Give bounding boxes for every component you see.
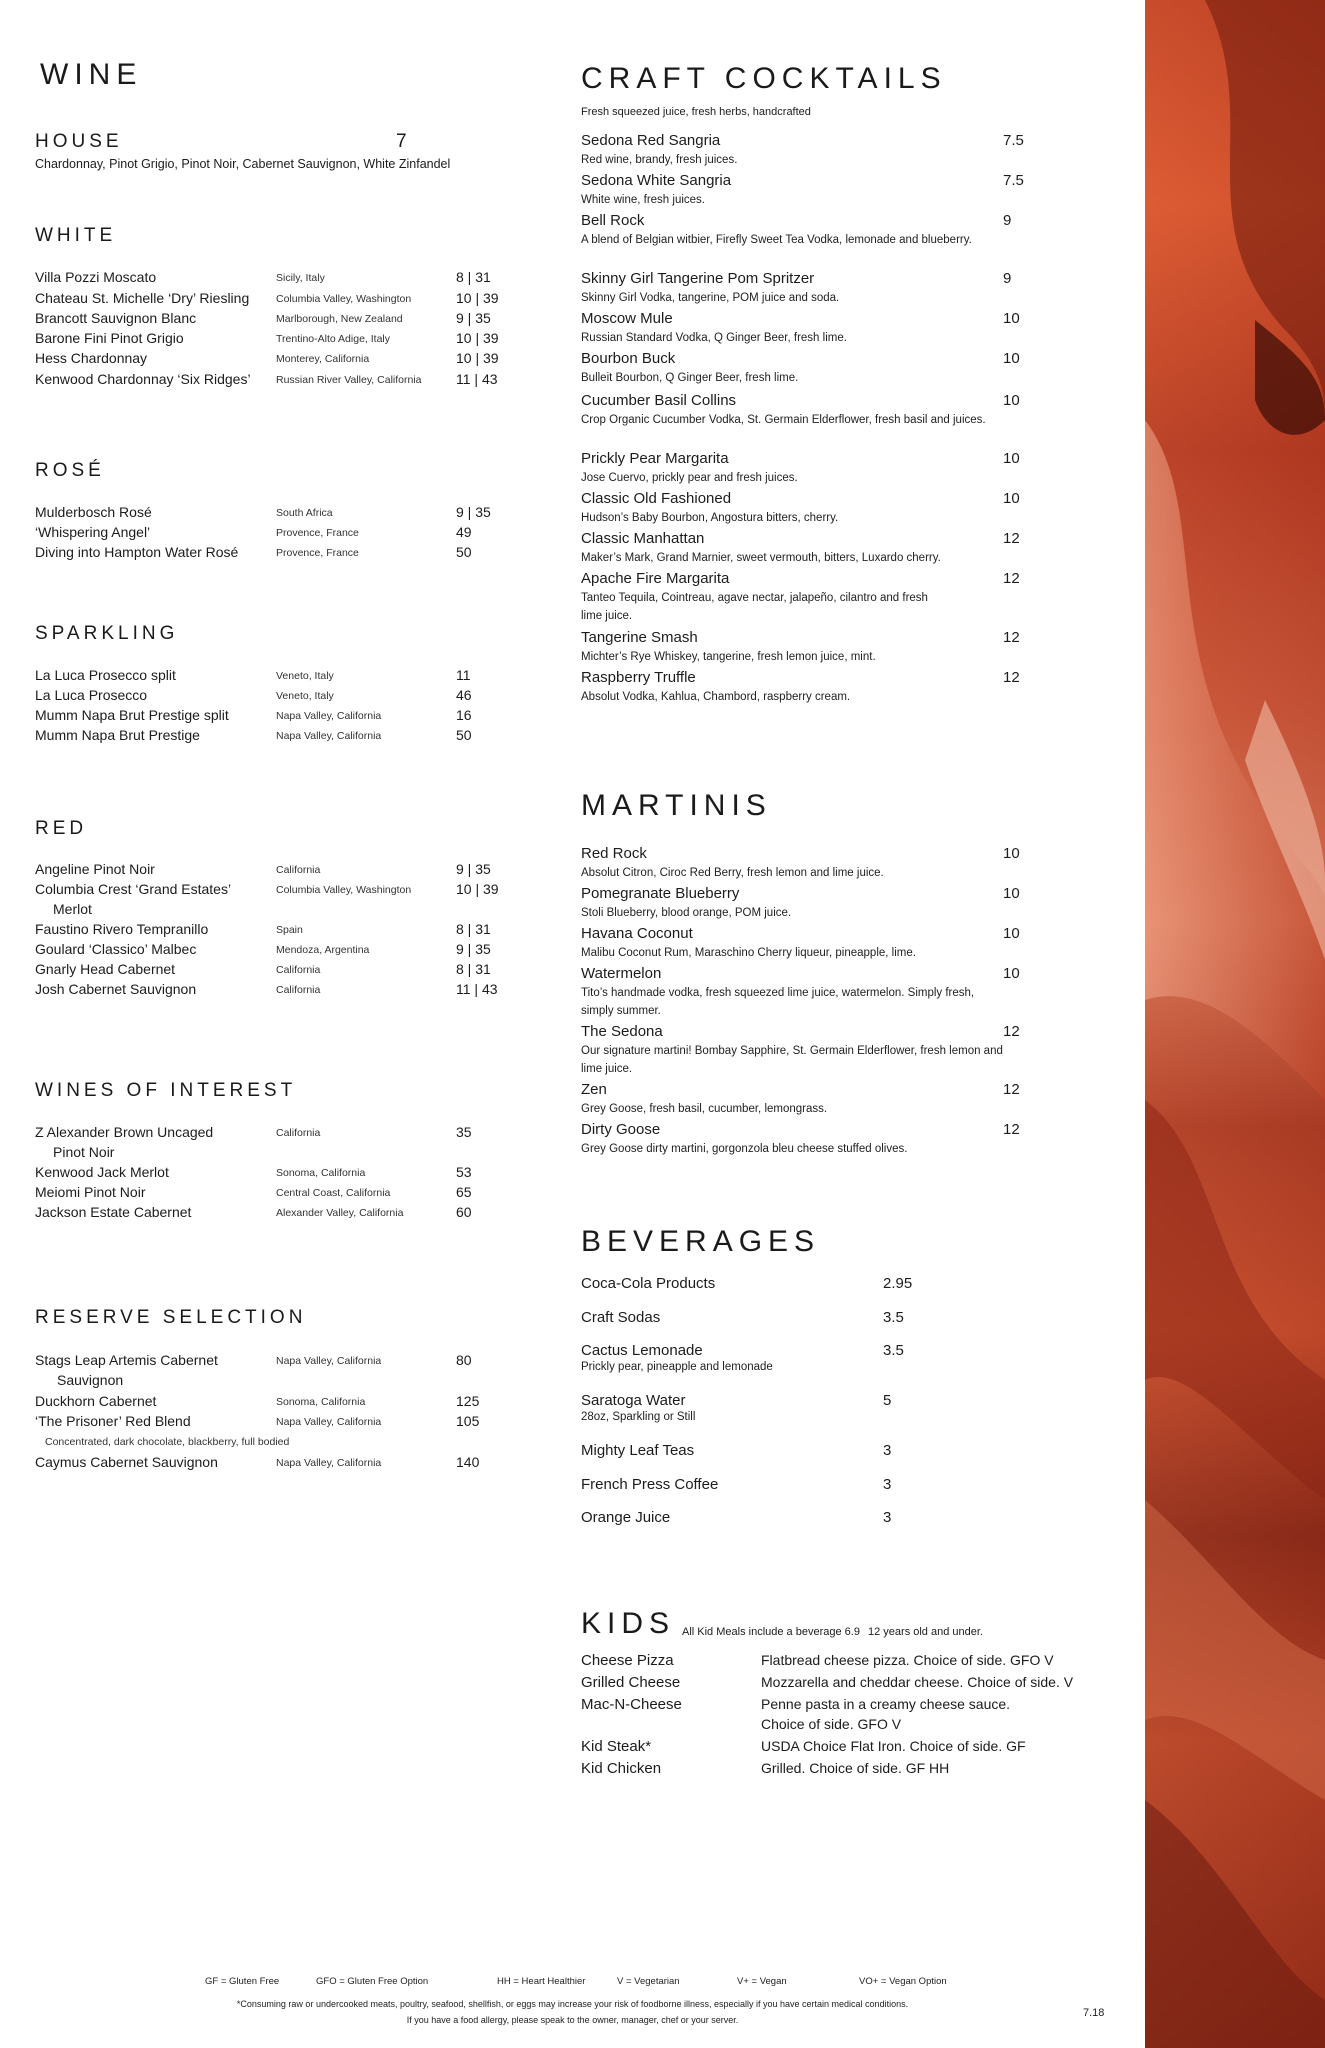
kids-item-name: Kid Chicken (581, 1760, 662, 1777)
cocktail-price: 7.5 (1003, 172, 1024, 189)
cocktail-name: Bourbon Buck (581, 350, 676, 367)
wine-region: Mendoza, Argentina (276, 944, 370, 956)
cocktail-description: Skinny Girl Vodka, tangerine, POM juice and soda. (581, 292, 840, 304)
cocktail-description: Russian Standard Vodka, Q Ginger Beer, fresh lime. (581, 332, 847, 344)
beverage-price: 3.5 (883, 1309, 904, 1326)
cocktail-description: Michter’s Rye Whiskey, tangerine, fresh lemon juice, mint. (581, 651, 876, 663)
wine-item (35, 921, 555, 941)
martinis-title: MARTINIS (581, 789, 772, 822)
craft-cocktails-subtitle: Fresh squeezed juice, fresh herbs, handcrafted (581, 106, 811, 118)
beverage-name: Orange Juice (581, 1509, 671, 1526)
martini-name: Pomegranate Blueberry (581, 885, 740, 902)
wine-region: Napa Valley, California (276, 1355, 382, 1367)
beverage-name: Craft Sodas (581, 1309, 661, 1326)
wine-price: 11 | 43 (456, 981, 498, 997)
kids-item-name: Cheese Pizza (581, 1652, 674, 1669)
wine-name: Mumm Napa Brut Prestige (35, 727, 200, 743)
wine-item (35, 881, 555, 901)
wine-region: Veneto, Italy (276, 670, 334, 682)
wine-name: La Luca Prosecco split (35, 667, 176, 683)
legend-item: V = Vegetarian (617, 1976, 680, 1987)
kids-item (581, 1696, 1141, 1732)
wine-region: South Africa (276, 507, 333, 519)
martini-price: 12 (1003, 1023, 1020, 1040)
wine-price: 53 (456, 1164, 472, 1180)
kids-item (581, 1674, 1141, 1696)
wine-price: 8 | 31 (456, 961, 491, 977)
kids-item-name: Kid Steak* (581, 1738, 652, 1755)
wine-region: Napa Valley, California (276, 1416, 382, 1428)
cocktail-price: 10 (1003, 392, 1020, 409)
wines-of-interest-heading: WINES OF INTEREST (35, 1080, 297, 1101)
martini-price: 10 (1003, 925, 1020, 942)
cocktail-name: Raspberry Truffle (581, 669, 696, 686)
beverage-description: Prickly pear, pineapple and lemonade (581, 1361, 773, 1373)
beverage-name: Saratoga Water (581, 1392, 686, 1409)
legend-item: V+ = Vegan (737, 1976, 787, 1987)
beverage-name: Coca-Cola Products (581, 1275, 716, 1292)
cocktail-description: White wine, fresh juices. (581, 194, 705, 206)
wine-item (35, 1352, 555, 1372)
wine-region: Napa Valley, California (276, 730, 382, 742)
martini-name: Zen (581, 1081, 607, 1098)
cocktail-name: Classic Manhattan (581, 530, 705, 547)
wine-price: 10 | 39 (456, 881, 499, 897)
beverage-price: 3 (883, 1442, 892, 1459)
wine-price: 10 | 39 (456, 330, 499, 346)
wine-region: Trentino-Alto Adige, Italy (276, 333, 391, 345)
white-heading: WHITE (35, 225, 117, 246)
wine-name: Chateau St. Michelle ‘Dry’ Riesling (35, 290, 250, 306)
wine-region: Napa Valley, California (276, 1457, 382, 1469)
wine-name-continued: Pinot Noir (53, 1144, 115, 1160)
martini-price: 10 (1003, 885, 1020, 902)
legend-item: GFO = Gluten Free Option (316, 1976, 429, 1987)
wine-item (35, 290, 555, 310)
wine-region: Sonoma, California (276, 1396, 366, 1408)
kids-item-description: Penne pasta in a creamy cheese sauce. (761, 1696, 1011, 1712)
wine-item (35, 544, 555, 564)
wine-region: Alexander Valley, California (276, 1207, 404, 1219)
wine-item (35, 350, 555, 370)
canyon-photo (1145, 0, 1325, 2048)
wine-name: Barone Fini Pinot Grigio (35, 330, 184, 346)
wine-name: Kenwood Jack Merlot (35, 1164, 169, 1180)
martini-price: 12 (1003, 1081, 1020, 1098)
wine-region: Russian River Valley, California (276, 374, 422, 386)
wine-item (35, 1413, 555, 1433)
cocktail-description: A blend of Belgian witbier, Firefly Sweet Tea Vodka, lemonade and blueberry. (581, 234, 972, 246)
legend-item: HH = Heart Healthier (497, 1976, 586, 1987)
menu-version: 7.18 (1083, 2007, 1105, 2019)
kids-item-description: Grilled. Choice of side. GF HH (761, 1760, 950, 1776)
wine-item (35, 941, 555, 961)
martini-price: 12 (1003, 1121, 1020, 1138)
canyon-photo-graphic (1145, 0, 1325, 2048)
beverage-price: 2.95 (883, 1275, 913, 1292)
martini-name: Havana Coconut (581, 925, 693, 942)
wine-item (35, 961, 555, 981)
wine-item (35, 1184, 555, 1204)
cocktail-description: Hudson’s Baby Bourbon, Angostura bitters, cherry. (581, 512, 839, 524)
wine-item (35, 707, 555, 727)
wine-name-continued: Sauvignon (57, 1372, 124, 1388)
wine-region: Central Coast, California (276, 1187, 391, 1199)
martini-description: Our signature martini! Bombay Sapphire, St. Germain Elderflower, fresh lemon and lime juice. (581, 1045, 1003, 1075)
house-heading: HOUSE (35, 131, 123, 152)
wine-item (35, 371, 555, 391)
wine-name: ‘Whispering Angel’ (35, 524, 151, 540)
wine-region: Provence, France (276, 527, 359, 539)
cocktail-price: 10 (1003, 450, 1020, 467)
cocktail-price: 10 (1003, 490, 1020, 507)
sparkling-heading: SPARKLING (35, 623, 179, 644)
wine-item (35, 330, 555, 350)
wine-price: 50 (456, 727, 472, 743)
wine-tasting-note: Concentrated, dark chocolate, blackberry, full bodied (45, 1436, 290, 1448)
wine-name: La Luca Prosecco (35, 687, 148, 703)
cocktail-name: Bell Rock (581, 212, 645, 229)
wine-name: Mulderbosch Rosé (35, 504, 152, 520)
wine-item (35, 524, 555, 544)
wine-name: Hess Chardonnay (35, 350, 148, 366)
wine-price: 65 (456, 1184, 472, 1200)
beverage-name: Cactus Lemonade (581, 1342, 703, 1359)
wine-price: 8 | 31 (456, 269, 491, 285)
wine-item (35, 1164, 555, 1184)
beverage-description: 28oz, Sparkling or Still (581, 1411, 696, 1423)
cocktail-name: Prickly Pear Margarita (581, 450, 729, 467)
kids-item-description: USDA Choice Flat Iron. Choice of side. GF (761, 1738, 1026, 1754)
wine-name: Gnarly Head Cabernet (35, 961, 176, 977)
beverage-price: 3 (883, 1509, 892, 1526)
cocktail-price: 12 (1003, 629, 1020, 646)
cocktail-description: Maker’s Mark, Grand Marnier, sweet vermouth, bitters, Luxardo cherry. (581, 552, 941, 564)
craft-cocktails-title: CRAFT COCKTAILS (581, 62, 947, 95)
kids-item (581, 1652, 1141, 1674)
kids-item-description-continued: Choice of side. GFO V (761, 1716, 902, 1732)
kids-item-name: Mac-N-Cheese (581, 1696, 682, 1713)
wine-name: Stags Leap Artemis Cabernet (35, 1352, 218, 1368)
martini-name: Dirty Goose (581, 1121, 661, 1138)
martini-description: Absolut Citron, Ciroc Red Berry, fresh lemon and lime juice. (581, 867, 884, 879)
cocktail-description: Absolut Vodka, Kahlua, Chambord, raspberry cream. (581, 691, 851, 703)
wine-price: 9 | 35 (456, 861, 491, 877)
martini-description: Malibu Coconut Rum, Maraschino Cherry liqueur, pineapple, lime. (581, 947, 916, 959)
cocktail-price: 9 (1003, 270, 1012, 287)
wine-region: California (276, 984, 321, 996)
wine-name: Diving into Hampton Water Rosé (35, 544, 239, 560)
wine-price: 16 (456, 707, 472, 723)
wine-price: 49 (456, 524, 472, 540)
wine-region: Napa Valley, California (276, 710, 382, 722)
wine-name: Columbia Crest ‘Grand Estates’ (35, 881, 232, 897)
cocktail-name: Sedona Red Sangria (581, 132, 721, 149)
wine-item (35, 310, 555, 330)
wine-item (35, 1124, 555, 1144)
reserve-selection-heading: RESERVE SELECTION (35, 1307, 307, 1328)
cocktail-price: 10 (1003, 310, 1020, 327)
legend-item: GF = Gluten Free (205, 1976, 280, 1987)
martini-name: Red Rock (581, 845, 647, 862)
wine-price: 8 | 31 (456, 921, 491, 937)
beverage-price: 5 (883, 1392, 892, 1409)
red-heading: RED (35, 818, 88, 839)
wine-name: Z Alexander Brown Uncaged (35, 1124, 214, 1140)
beverage-price: 3.5 (883, 1342, 904, 1359)
beverage-price: 3 (883, 1476, 892, 1493)
wine-item (35, 667, 555, 687)
legend-item: VO+ = Vegan Option (859, 1976, 947, 1987)
wine-price: 9 | 35 (456, 941, 491, 957)
wine-region: California (276, 864, 321, 876)
wine-region: Columbia Valley, Washington (276, 884, 412, 896)
cocktail-name: Cucumber Basil Collins (581, 392, 737, 409)
cocktail-price: 9 (1003, 212, 1012, 229)
wine-region: Marlborough, New Zealand (276, 313, 403, 325)
wine-item (35, 981, 555, 1001)
cocktail-price: 10 (1003, 350, 1020, 367)
wine-item (35, 1454, 555, 1474)
wine-item (35, 727, 555, 747)
wine-region: California (276, 1127, 321, 1139)
wine-price: 80 (456, 1352, 472, 1368)
cocktail-description: Jose Cuervo, prickly pear and fresh juices. (581, 472, 798, 484)
wine-price: 9 | 35 (456, 310, 491, 326)
wine-price: 46 (456, 687, 472, 703)
wine-price: 105 (456, 1413, 480, 1429)
cocktail-description: Crop Organic Cucumber Vodka, St. Germain Elderflower, fresh basil and juices. (581, 414, 986, 426)
martini-description: Grey Goose, fresh basil, cucumber, lemongrass. (581, 1103, 828, 1115)
cocktail-price: 7.5 (1003, 132, 1024, 149)
wine-price: 50 (456, 544, 472, 560)
martini-price: 10 (1003, 965, 1020, 982)
wine-region: Spain (276, 924, 303, 936)
martini-description: Stoli Blueberry, blood orange, POM juice. (581, 907, 792, 919)
wine-price: 10 | 39 (456, 290, 499, 306)
kids-title: KIDS (581, 1607, 676, 1640)
wine-item (35, 504, 555, 524)
beverages-title: BEVERAGES (581, 1225, 821, 1258)
wine-region: Monterey, California (276, 353, 370, 365)
wine-price: 60 (456, 1204, 472, 1220)
wine-item (35, 687, 555, 707)
wine-name: Mumm Napa Brut Prestige split (35, 707, 229, 723)
cocktail-name: Apache Fire Margarita (581, 570, 730, 587)
wine-name: Villa Pozzi Moscato (35, 269, 157, 285)
kids-item-description: Flatbread cheese pizza. Choice of side. GFO V (761, 1652, 1054, 1668)
wine-item (35, 269, 555, 289)
wine-name: Angeline Pinot Noir (35, 861, 155, 877)
wine-item (35, 861, 555, 881)
rose-heading: ROSÉ (35, 460, 105, 481)
wine-title: WINE (40, 58, 143, 91)
cocktail-price: 12 (1003, 530, 1020, 547)
wine-price: 10 | 39 (456, 350, 499, 366)
kids-beverage-note: All Kid Meals include a beverage 6.9 (682, 1626, 860, 1638)
kids-item-name: Grilled Cheese (581, 1674, 681, 1691)
wine-name: Josh Cabernet Sauvignon (35, 981, 197, 997)
beverage-name: Mighty Leaf Teas (581, 1442, 695, 1459)
allergy-disclaimer: If you have a food allergy, please speak to the owner, manager, chef or your server. (406, 2015, 739, 2025)
cocktail-description: Red wine, brandy, fresh juices. (581, 154, 738, 166)
cocktail-name: Tangerine Smash (581, 629, 698, 646)
cocktail-description: Bulleit Bourbon, Q Ginger Beer, fresh lime. (581, 372, 799, 384)
wine-item (35, 1393, 555, 1413)
kids-item (581, 1738, 1141, 1760)
wine-name: Faustino Rivero Tempranillo (35, 921, 209, 937)
wine-price: 140 (456, 1454, 480, 1470)
wine-price: 9 | 35 (456, 504, 491, 520)
wine-price: 11 | 43 (456, 371, 498, 387)
wine-region: Veneto, Italy (276, 690, 334, 702)
martini-name: Watermelon (581, 965, 662, 982)
wine-region: Sonoma, California (276, 1167, 366, 1179)
martini-description: Grey Goose dirty martini, gorgonzola bleu cheese stuffed olives. (581, 1143, 908, 1155)
cocktail-description: Tanteo Tequila, Cointreau, agave nectar, jalapeño, cilantro and fresh lime juice. (581, 592, 928, 622)
wine-name: Kenwood Chardonnay ‘Six Ridges’ (35, 371, 251, 387)
wine-name-continued: Merlot (53, 901, 92, 917)
wine-region: Sicily, Italy (276, 272, 325, 284)
wine-region: California (276, 964, 321, 976)
wine-region: Provence, France (276, 547, 359, 559)
wine-name: Goulard ‘Classico’ Malbec (35, 941, 197, 957)
food-safety-disclaimer: *Consuming raw or undercooked meats, poultry, seafood, shellfish, or eggs may increase your risk of foodborne illness, especially if you have certain medical conditions. (236, 1999, 909, 2009)
wine-name: Caymus Cabernet Sauvignon (35, 1454, 218, 1470)
kids-item-description: Mozzarella and cheddar cheese. Choice of side. V (761, 1674, 1074, 1690)
martini-price: 10 (1003, 845, 1020, 862)
beverage-name: French Press Coffee (581, 1476, 719, 1493)
cocktail-name: Skinny Girl Tangerine Pom Spritzer (581, 270, 815, 287)
house-description: Chardonnay, Pinot Grigio, Pinot Noir, Cabernet Sauvignon, White Zinfandel (35, 157, 451, 171)
wine-name: Duckhorn Cabernet (35, 1393, 157, 1409)
cocktail-name: Moscow Mule (581, 310, 673, 327)
wine-name: Meiomi Pinot Noir (35, 1184, 146, 1200)
cocktail-name: Sedona White Sangria (581, 172, 732, 189)
martini-description: Tito’s handmade vodka, fresh squeezed lime juice, watermelon. Simply fresh, simply summer. (581, 987, 975, 1017)
martini-name: The Sedona (581, 1023, 663, 1040)
cocktail-price: 12 (1003, 669, 1020, 686)
wine-name: Brancott Sauvignon Blanc (35, 310, 197, 326)
wine-name: Jackson Estate Cabernet (35, 1204, 192, 1220)
kids-item (581, 1760, 1141, 1782)
wine-price: 35 (456, 1124, 472, 1140)
wine-item (35, 1204, 555, 1224)
cocktail-name: Classic Old Fashioned (581, 490, 732, 507)
cocktail-price: 12 (1003, 570, 1020, 587)
wine-region: Columbia Valley, Washington (276, 293, 412, 305)
wine-price: 125 (456, 1393, 480, 1409)
wine-price: 11 (456, 667, 471, 683)
wine-name: ‘The Prisoner’ Red Blend (35, 1413, 191, 1429)
house-price: 7 (396, 131, 407, 152)
kids-age-note: 12 years old and under. (868, 1626, 983, 1638)
